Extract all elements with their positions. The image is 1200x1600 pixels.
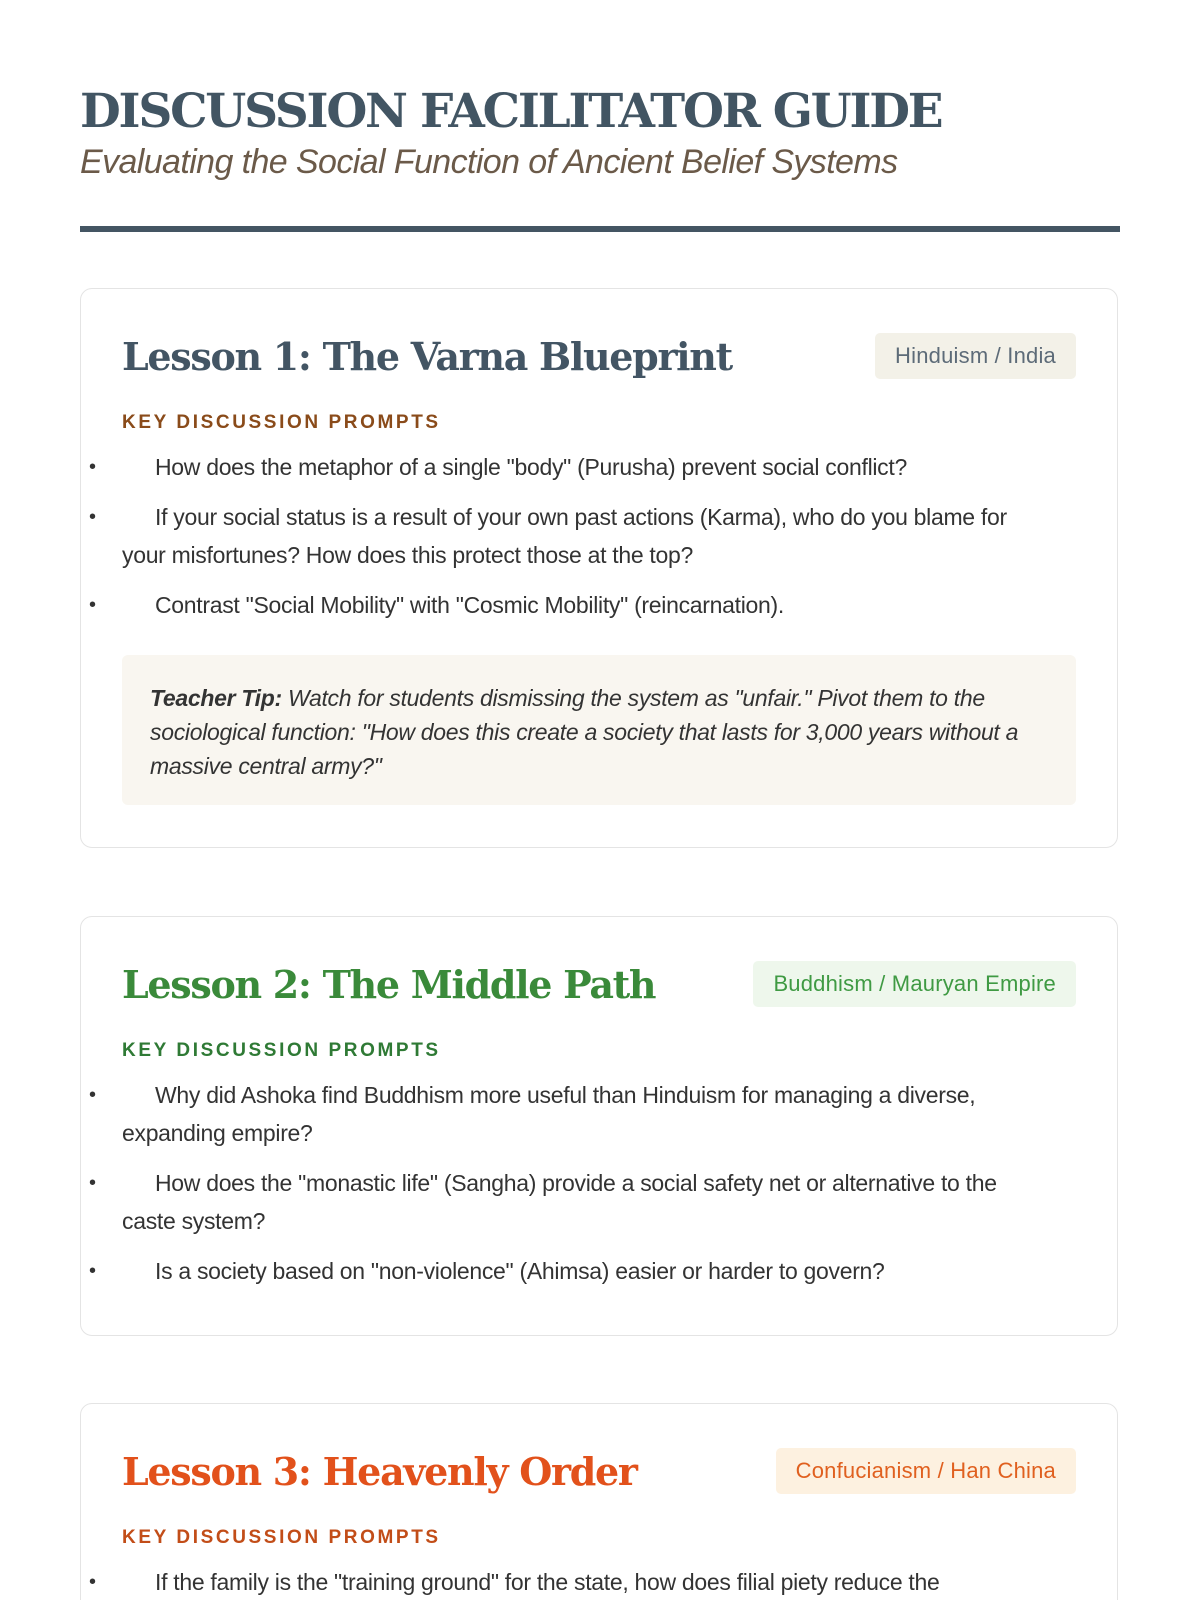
lesson-title: Lesson 3: Heavenly Order [122, 1449, 637, 1494]
header-divider [80, 226, 1120, 232]
prompt-list [122, 448, 1052, 636]
prompt-item: • How does the "monastic life" (Sangha) provide a social safety net or alternative to the caste system? [122, 1164, 1052, 1240]
prompt-item: • Why did Ashoka find Buddhism more useful than Hinduism for managing a diverse, expanding empire? [122, 1076, 1052, 1152]
teacher-tip [122, 655, 1076, 805]
prompts-heading: KEY DISCUSSION PROMPTS [122, 412, 441, 433]
prompt-list [122, 1076, 1052, 1302]
guide-header [80, 84, 1120, 184]
lesson-card-3 [80, 1403, 1118, 1600]
belief-system-tag: Buddhism / Mauryan Empire [753, 961, 1076, 1007]
prompt-item: • Is a society based on "non-violence" (Ahimsa) easier or harder to govern? [122, 1252, 1052, 1290]
prompt-item: • If the family is the "training ground" for the state, how does filial piety reduce the [122, 1563, 1052, 1600]
guide-page [80, 0, 1120, 1600]
lesson-header [122, 957, 1076, 1013]
teacher-tip-text: Watch for students dismissing the system as "unfair." Pivot them to the sociological function: "How does this create a society that lasts for 3,000 years without a massive central army?" [150, 685, 1019, 779]
lesson-title: Lesson 2: The Middle Path [122, 962, 656, 1007]
belief-system-tag: Hinduism / India [875, 333, 1076, 379]
prompts-heading: KEY DISCUSSION PROMPTS [122, 1527, 441, 1548]
teacher-tip-label: Teacher Tip: [150, 685, 282, 711]
lesson-card-2 [80, 916, 1118, 1336]
prompt-list [122, 1563, 1052, 1600]
lesson-header [122, 329, 1076, 385]
belief-system-tag: Confucianism / Han China [776, 1448, 1076, 1494]
document-subtitle: Evaluating the Social Function of Ancient Belief Systems [80, 143, 898, 181]
lesson-card-1 [80, 288, 1118, 848]
prompt-item: • How does the metaphor of a single "body" (Purusha) prevent social conflict? [122, 448, 1052, 486]
lesson-title: Lesson 1: The Varna Blueprint [122, 334, 732, 379]
prompts-heading: KEY DISCUSSION PROMPTS [122, 1040, 441, 1061]
lesson-header [122, 1444, 1076, 1500]
prompt-item: • Contrast "Social Mobility" with "Cosmic Mobility" (reincarnation). [122, 586, 1052, 624]
prompt-item: • If your social status is a result of your own past actions (Karma), who do you blame for your misfortunes? How does this protect those at the top? [122, 498, 1052, 574]
document-title: DISCUSSION FACILITATOR GUIDE [80, 84, 942, 139]
